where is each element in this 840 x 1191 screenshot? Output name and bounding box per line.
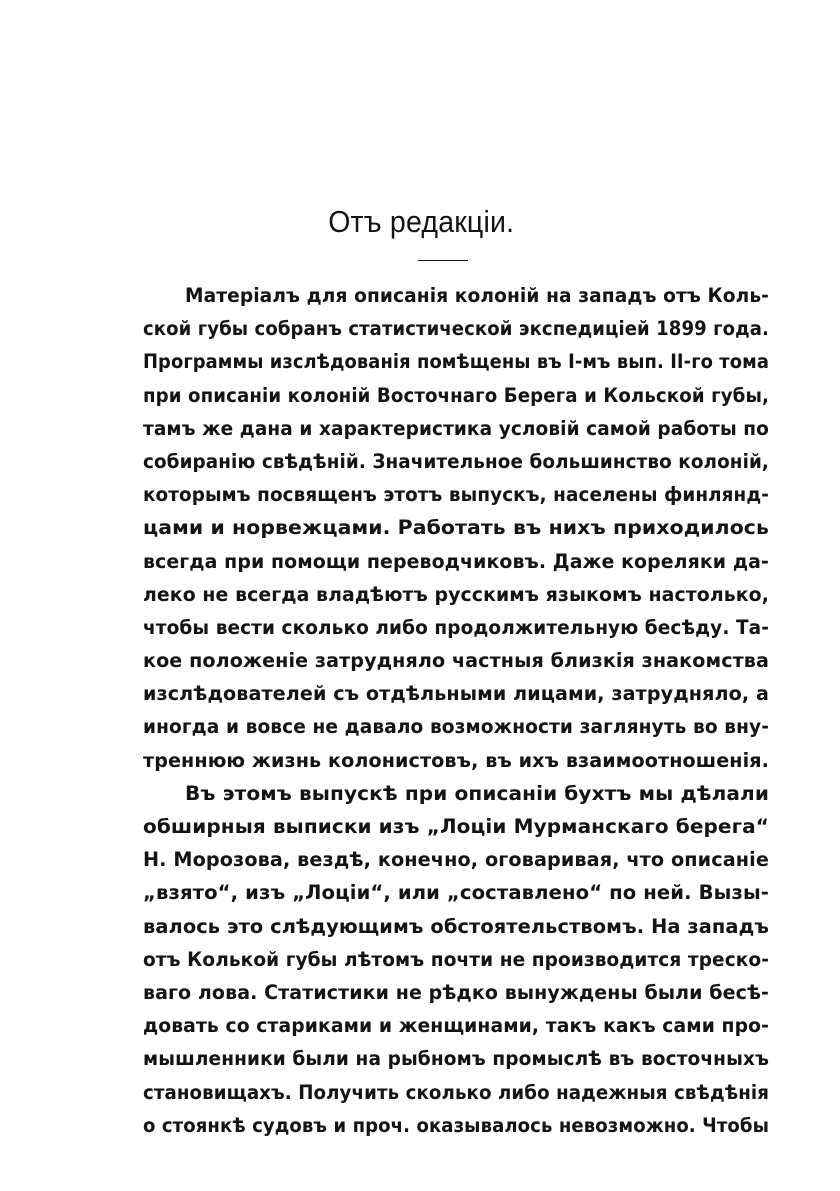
text-line: Въ этомъ выпускѣ при описаніи бухтъ мы дѣлали [185,781,769,805]
text-line: „взято“, изъ „Лоціи“, или „составлено“ по ней. Вызы- [143,881,769,905]
text-line: отъ Колькой губы лѣтомъ почти не производится треско- [143,947,769,971]
text-line: ской губы собранъ статистической экспедиціей 1899 года. [143,317,769,341]
text-line: чтобы вести сколько либо продолжительную бесѣду. Та- [143,615,769,639]
editorial-text [143,279,769,1142]
text-line: становищахъ. Получить сколько либо надежныя свѣдѣнія [143,1080,769,1104]
title-divider [418,260,468,261]
text-line: иногда и вовсе не давало возможности заглянуть во вну- [143,715,769,739]
text-line: довать со стариками и женщинами, такъ какъ сами про- [143,1014,769,1038]
text-line: Н. Морозова, вездѣ, конечно, оговаривая, что описаніе [143,848,769,872]
text-line: Матеріалъ для описанія колоній на западъ отъ Коль- [185,284,769,307]
paragraph-1 [143,279,769,777]
text-line: обширныя выписки изъ „Лоціи Мурманскаго берега“ [143,815,769,838]
text-line: всегда при помощи переводчиковъ. Даже кореляки да- [143,549,769,573]
text-line: которымъ посвященъ этотъ выпускъ, населены финлянд- [143,483,769,507]
text-line: ваго лова. Статистики не рѣдко вынуждены были бесѣ- [143,980,769,1004]
text-line: кое положеніе затрудняло частныя близкія знакомства [143,649,769,673]
text-line: цами и норвежцами. Работать въ нихъ приходилось [143,516,769,540]
page-title: Отъ редакціи. [328,204,515,239]
text-line: о стоянкѣ судовъ и проч. оказывалось невозможно. Чтобы [143,1113,769,1137]
text-line: Программы изслѣдованія помѣщены въ І-мъ вып. ІІ-го тома [143,350,769,374]
text-line: леко не всегда владѣютъ русскимъ языкомъ настолько, [143,582,769,606]
text-line: треннюю жизнь колонистовъ, въ ихъ взаимоотношенія. [143,748,769,772]
text-line: мышленники были на рыбномъ промыслѣ въ восточныхъ [143,1047,769,1071]
paragraph-2 [143,777,769,1142]
text-line: собиранію свѣдѣній. Значительное большинство колоній, [143,449,769,473]
text-line: тамъ же дана и характеристика условій самой работы по [143,416,769,440]
text-line: валось это слѣдующимъ обстоятельствомъ. На западъ [143,914,769,938]
text-line: изслѣдователей съ отдѣльными лицами, затрудняло, а [143,682,769,706]
text-line: при описаніи колоній Восточнаго Берега и Кольской губы, [143,383,769,407]
